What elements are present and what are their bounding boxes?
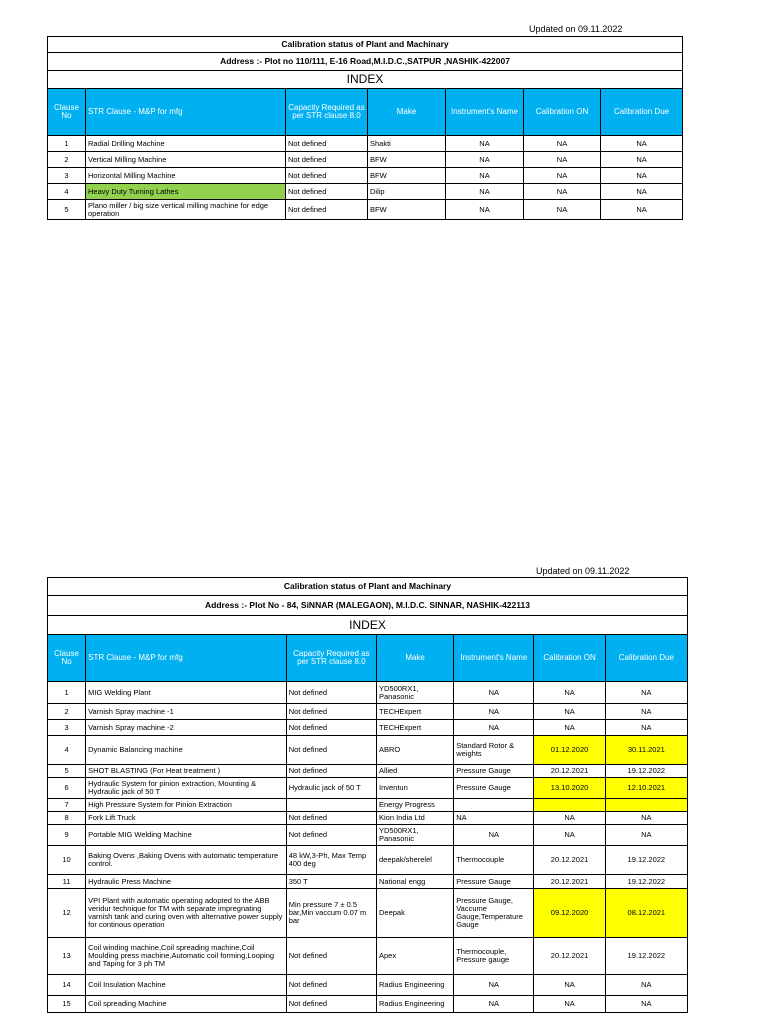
header-instrument: Instrument's Name bbox=[454, 635, 534, 682]
cell-calibration-on: NA bbox=[524, 184, 601, 200]
cell-calibration-on: 09.12.2020 bbox=[534, 889, 605, 938]
cell-instrument: Pressure Gauge, Vaccume Gauge,Temperature Gauge bbox=[454, 889, 534, 938]
table-row bbox=[48, 799, 688, 812]
cell-instrument: NA bbox=[446, 152, 524, 168]
table-row bbox=[48, 682, 688, 704]
cell-str-clause: Portable MIG Welding Machine bbox=[86, 825, 287, 846]
table-row bbox=[48, 736, 688, 765]
cell-instrument: NA bbox=[446, 200, 524, 220]
cell-make: Deepak bbox=[376, 889, 453, 938]
index-heading: INDEX bbox=[48, 71, 683, 89]
header-calibration-due: Calibration Due bbox=[601, 89, 683, 136]
cell-calibration-due: 30.11.2021 bbox=[605, 736, 687, 765]
cell-instrument: Thermocouple, Pressure gauge bbox=[454, 938, 534, 975]
cell-clause-no: 3 bbox=[48, 720, 86, 736]
header-row bbox=[48, 89, 683, 136]
table-row bbox=[48, 720, 688, 736]
cell-calibration-due: 12.10.2021 bbox=[605, 778, 687, 799]
cell-calibration-due: NA bbox=[601, 168, 683, 184]
address-row bbox=[48, 596, 688, 616]
cell-calibration-on bbox=[534, 799, 605, 812]
cell-str-clause: Varnish Spray machine -1 bbox=[86, 704, 287, 720]
cell-calibration-due: 19.12.2022 bbox=[605, 938, 687, 975]
title-row bbox=[48, 37, 683, 53]
cell-make: deepak/sherelel bbox=[376, 846, 453, 875]
cell-make: Radius Engineering bbox=[376, 996, 453, 1013]
cell-calibration-due: NA bbox=[601, 200, 683, 220]
cell-instrument: NA bbox=[454, 975, 534, 996]
cell-instrument: NA bbox=[454, 825, 534, 846]
cell-calibration-on: 20.12.2021 bbox=[534, 875, 605, 889]
cell-capacity: Not defined bbox=[286, 136, 368, 152]
cell-calibration-due: NA bbox=[601, 136, 683, 152]
cell-make: Allied bbox=[376, 765, 453, 778]
table-row bbox=[48, 136, 683, 152]
cell-str-clause: Radial Drilling Machine bbox=[86, 136, 286, 152]
cell-str-clause: Coil spreading Machine bbox=[86, 996, 287, 1013]
table-row bbox=[48, 704, 688, 720]
cell-clause-no: 13 bbox=[48, 938, 86, 975]
table-row bbox=[48, 812, 688, 825]
table-row bbox=[48, 765, 688, 778]
cell-str-clause: SHOT BLASTING (For Heat treatment ) bbox=[86, 765, 287, 778]
plant-address: Address :- Plot No - 84, SiNNAR (MALEGAON), M.I.D.C. SINNAR, NASHIK-422113 bbox=[48, 596, 688, 616]
cell-instrument bbox=[454, 799, 534, 812]
cell-capacity: 350 T bbox=[286, 875, 376, 889]
cell-clause-no: 7 bbox=[48, 799, 86, 812]
cell-clause-no: 6 bbox=[48, 778, 86, 799]
cell-calibration-due: 19.12.2022 bbox=[605, 765, 687, 778]
cell-str-clause: VPI Plant with automatic operating adopted to the ABB veridur technique for TM with separate impregnating varnish tank and curing oven with alternative power supply for continous operation bbox=[86, 889, 287, 938]
header-calibration-on: Calibration ON bbox=[524, 89, 601, 136]
cell-capacity: Not defined bbox=[286, 200, 368, 220]
cell-calibration-on: NA bbox=[534, 825, 605, 846]
header-make: Make bbox=[368, 89, 446, 136]
cell-capacity: Not defined bbox=[286, 184, 368, 200]
cell-capacity: Not defined bbox=[286, 825, 376, 846]
table-row bbox=[48, 975, 688, 996]
header-str-clause: STR Clause - M&P for mfg bbox=[86, 635, 287, 682]
cell-calibration-on: NA bbox=[534, 720, 605, 736]
cell-make: Energy Progress bbox=[376, 799, 453, 812]
cell-calibration-due: 19.12.2022 bbox=[605, 875, 687, 889]
cell-instrument: NA bbox=[446, 136, 524, 152]
cell-clause-no: 2 bbox=[48, 152, 86, 168]
table-row bbox=[48, 184, 683, 200]
cell-calibration-on: 13.10.2020 bbox=[534, 778, 605, 799]
cell-capacity: Not defined bbox=[286, 975, 376, 996]
index-heading: INDEX bbox=[48, 616, 688, 635]
cell-make: Inventun bbox=[376, 778, 453, 799]
table-row bbox=[48, 846, 688, 875]
cell-make: Radius Engineering bbox=[376, 975, 453, 996]
table-row bbox=[48, 875, 688, 889]
cell-calibration-on: NA bbox=[534, 975, 605, 996]
cell-clause-no: 8 bbox=[48, 812, 86, 825]
cell-clause-no: 15 bbox=[48, 996, 86, 1013]
cell-calibration-on: NA bbox=[524, 168, 601, 184]
cell-make: Dilip bbox=[368, 184, 446, 200]
cell-str-clause: High Pressure System for Pinion Extraction bbox=[86, 799, 287, 812]
cell-make: Shakti bbox=[368, 136, 446, 152]
cell-str-clause: Heavy Duty Turning Lathes bbox=[86, 184, 286, 200]
calibration-table-2 bbox=[47, 577, 688, 1013]
cell-str-clause: MIG Welding Plant bbox=[86, 682, 287, 704]
cell-clause-no: 5 bbox=[48, 200, 86, 220]
cell-calibration-on: NA bbox=[534, 996, 605, 1013]
cell-instrument: NA bbox=[454, 704, 534, 720]
cell-clause-no: 11 bbox=[48, 875, 86, 889]
cell-capacity: Not defined bbox=[286, 812, 376, 825]
calibration-table-1 bbox=[47, 36, 683, 220]
cell-str-clause: Fork Lift Truck bbox=[86, 812, 287, 825]
cell-make: TECHExpert bbox=[376, 704, 453, 720]
table-row bbox=[48, 168, 683, 184]
header-make: Make bbox=[376, 635, 453, 682]
plant-address: Address :- Plot no 110/111, E-16 Road,M.I.D.C.,SATPUR ,NASHIK-422007 bbox=[48, 53, 683, 71]
cell-calibration-due: NA bbox=[605, 975, 687, 996]
cell-calibration-due: NA bbox=[605, 996, 687, 1013]
sheet-title: Calibration status of Plant and Machinary bbox=[48, 578, 688, 596]
table-row bbox=[48, 778, 688, 799]
cell-make: TECHExpert bbox=[376, 720, 453, 736]
cell-clause-no: 4 bbox=[48, 184, 86, 200]
cell-make: Apex bbox=[376, 938, 453, 975]
cell-str-clause: Plano miller / big size vertical milling machine for edge operation bbox=[86, 200, 286, 220]
header-capacity: Capacity Required as per STR clause 8.0 bbox=[286, 89, 368, 136]
cell-calibration-due: NA bbox=[605, 812, 687, 825]
cell-clause-no: 2 bbox=[48, 704, 86, 720]
cell-calibration-due: NA bbox=[605, 825, 687, 846]
table-row bbox=[48, 200, 683, 220]
cell-instrument: NA bbox=[454, 812, 534, 825]
cell-capacity: Hydraulic jack of 50 T bbox=[286, 778, 376, 799]
header-calibration-on: Calibration ON bbox=[534, 635, 605, 682]
cell-make: YD500RX1, Panasonic bbox=[376, 825, 453, 846]
updated-date-1: Updated on 09.11.2022 bbox=[529, 24, 623, 34]
header-calibration-due: Calibration Due bbox=[605, 635, 687, 682]
cell-instrument: Pressure Gauge bbox=[454, 765, 534, 778]
cell-clause-no: 1 bbox=[48, 136, 86, 152]
cell-capacity: Not defined bbox=[286, 682, 376, 704]
cell-calibration-due: NA bbox=[605, 682, 687, 704]
cell-calibration-on: NA bbox=[524, 200, 601, 220]
cell-calibration-on: NA bbox=[534, 704, 605, 720]
cell-str-clause: Vertical Milling Machine bbox=[86, 152, 286, 168]
title-row bbox=[48, 578, 688, 596]
header-capacity: Capacity Required as per STR clause 8.0 bbox=[286, 635, 376, 682]
cell-instrument: Pressure Gauge bbox=[454, 778, 534, 799]
cell-clause-no: 4 bbox=[48, 736, 86, 765]
cell-make: ABRO bbox=[376, 736, 453, 765]
cell-instrument: NA bbox=[454, 996, 534, 1013]
cell-str-clause: Hydraulic Press Machine bbox=[86, 875, 287, 889]
cell-capacity: Not defined bbox=[286, 996, 376, 1013]
cell-calibration-due: NA bbox=[605, 720, 687, 736]
cell-make: National engg bbox=[376, 875, 453, 889]
cell-calibration-due: 08.12.2021 bbox=[605, 889, 687, 938]
cell-clause-no: 3 bbox=[48, 168, 86, 184]
index-row bbox=[48, 71, 683, 89]
cell-calibration-due bbox=[605, 799, 687, 812]
cell-instrument: NA bbox=[446, 168, 524, 184]
cell-capacity: Not defined bbox=[286, 704, 376, 720]
header-clause-no: Clause No bbox=[48, 89, 86, 136]
cell-str-clause: Hydraulic System for pinion extraction, Mounting & Hydraulic jack of 50 T bbox=[86, 778, 287, 799]
cell-clause-no: 5 bbox=[48, 765, 86, 778]
cell-str-clause: Coil Insulation Machine bbox=[86, 975, 287, 996]
address-row bbox=[48, 53, 683, 71]
cell-calibration-on: NA bbox=[534, 812, 605, 825]
cell-calibration-due: NA bbox=[601, 152, 683, 168]
cell-calibration-due: NA bbox=[605, 704, 687, 720]
table-row bbox=[48, 996, 688, 1013]
cell-str-clause: Dynamic Balancing machine bbox=[86, 736, 287, 765]
header-instrument: Instrument's Name bbox=[446, 89, 524, 136]
index-row bbox=[48, 616, 688, 635]
cell-make: Kion India Ltd bbox=[376, 812, 453, 825]
cell-calibration-on: 20.12.2021 bbox=[534, 846, 605, 875]
cell-clause-no: 10 bbox=[48, 846, 86, 875]
cell-make: BFW bbox=[368, 168, 446, 184]
cell-capacity: Not defined bbox=[286, 152, 368, 168]
cell-capacity: Not defined bbox=[286, 938, 376, 975]
cell-instrument: NA bbox=[446, 184, 524, 200]
cell-make: BFW bbox=[368, 200, 446, 220]
cell-make: BFW bbox=[368, 152, 446, 168]
cell-str-clause: Coil winding machine,Coil spreading machine,Coil Moulding press machine,Automatic coil forming,Looping and Taping for 3 ph TM bbox=[86, 938, 287, 975]
cell-calibration-on: 01.12.2020 bbox=[534, 736, 605, 765]
cell-capacity: Not defined bbox=[286, 736, 376, 765]
cell-instrument: Pressure Gauge bbox=[454, 875, 534, 889]
cell-clause-no: 9 bbox=[48, 825, 86, 846]
cell-capacity: 48 kW,3-Ph, Max Temp 400 deg bbox=[286, 846, 376, 875]
cell-instrument: Thermocouple bbox=[454, 846, 534, 875]
cell-make: YD500RX1, Panasonic bbox=[376, 682, 453, 704]
cell-calibration-due: 19.12.2022 bbox=[605, 846, 687, 875]
header-str-clause: STR Clause - M&P for mfg bbox=[86, 89, 286, 136]
cell-capacity bbox=[286, 799, 376, 812]
table-row bbox=[48, 825, 688, 846]
cell-capacity: Not defined bbox=[286, 720, 376, 736]
table-row bbox=[48, 889, 688, 938]
updated-date-2: Updated on 09.11.2022 bbox=[536, 566, 630, 576]
cell-instrument: NA bbox=[454, 682, 534, 704]
cell-str-clause: Horizontal Milling Machine bbox=[86, 168, 286, 184]
cell-clause-no: 12 bbox=[48, 889, 86, 938]
cell-calibration-on: NA bbox=[534, 682, 605, 704]
table-row bbox=[48, 152, 683, 168]
cell-clause-no: 14 bbox=[48, 975, 86, 996]
cell-calibration-on: NA bbox=[524, 152, 601, 168]
cell-instrument: NA bbox=[454, 720, 534, 736]
cell-calibration-on: NA bbox=[524, 136, 601, 152]
cell-clause-no: 1 bbox=[48, 682, 86, 704]
header-row bbox=[48, 635, 688, 682]
header-clause-no: Clause No bbox=[48, 635, 86, 682]
cell-calibration-on: 20.12.2021 bbox=[534, 765, 605, 778]
cell-capacity: Not defined bbox=[286, 168, 368, 184]
cell-capacity: Min pressure 7 ± 0.5 bar,Min vaccum 0.07 m bar bbox=[286, 889, 376, 938]
table-row bbox=[48, 938, 688, 975]
cell-calibration-due: NA bbox=[601, 184, 683, 200]
cell-calibration-on: 20.12.2021 bbox=[534, 938, 605, 975]
cell-capacity: Not defined bbox=[286, 765, 376, 778]
cell-instrument: Standard Rotor & weights bbox=[454, 736, 534, 765]
cell-str-clause: Varnish Spray machine -2 bbox=[86, 720, 287, 736]
cell-str-clause: Baking Ovens ,Baking Ovens with automatic temperature control. bbox=[86, 846, 287, 875]
sheet-title: Calibration status of Plant and Machinary bbox=[48, 37, 683, 53]
